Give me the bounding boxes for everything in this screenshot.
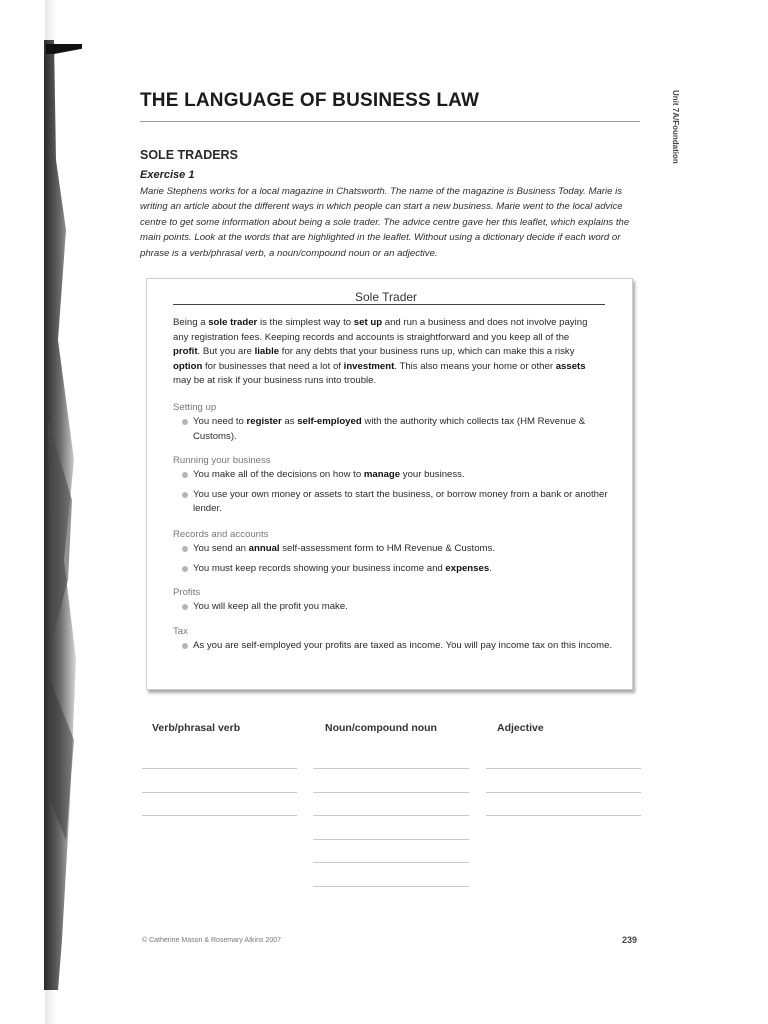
- leaflet-section-heading: Records and accounts: [173, 529, 269, 540]
- leaflet-intro-paragraph: Being a sole trader is the simplest way to set up and run a business and does not involve paying any registration fees. Keeping records and accounts is straightforward and you keep all of the profit. But you are liable for any debts that your business runs up, which can make this a risky option for businesses that need a lot of investment. This also means your home or other assets may be at risk if your business runs into trouble.: [173, 317, 588, 387]
- answer-blank-line[interactable]: [313, 768, 469, 769]
- book-binding-edge: [0, 0, 82, 1024]
- page-number: 239: [622, 935, 638, 945]
- leaflet-bullet-item: You make all of the decisions on how to manage your business.: [173, 468, 613, 483]
- answer-blank-line[interactable]: [142, 768, 297, 769]
- leaflet-section-heading: Tax: [173, 626, 188, 637]
- highlighted-term: register: [246, 416, 282, 427]
- exercise-label: Exercise 1: [140, 169, 195, 181]
- leaflet-bullet-item: You will keep all the profit you make.: [173, 600, 613, 615]
- leaflet-title: Sole Trader: [355, 290, 418, 304]
- column-heading-noun: Noun/compound noun: [325, 722, 437, 734]
- bullet-icon: [182, 566, 188, 572]
- bullet-icon: [182, 643, 188, 649]
- answer-blank-line[interactable]: [142, 815, 297, 816]
- highlighted-term: sole trader: [208, 317, 258, 328]
- leaflet-section: [173, 586, 613, 615]
- column-heading-adjective: Adjective: [497, 722, 544, 734]
- answer-blank-line[interactable]: [313, 815, 469, 816]
- unit-side-tab: [668, 90, 682, 180]
- leaflet-bullet-item: As you are self-employed your profits are taxed as income. You will pay income tax on this income.: [173, 639, 613, 654]
- section-heading: SOLE TRADERS: [140, 148, 238, 162]
- leaflet-section: [173, 625, 613, 654]
- answer-blank-line[interactable]: [313, 839, 469, 840]
- highlighted-term: investment: [343, 360, 395, 372]
- leaflet-bullet-item: You use your own money or assets to start the business, or borrow money from a bank or another lender.: [173, 488, 613, 517]
- answer-blank-line[interactable]: [486, 792, 641, 793]
- leaflet-section: [173, 401, 613, 444]
- highlighted-term: profit: [173, 346, 198, 358]
- sole-trader-leaflet: [146, 278, 633, 690]
- answer-blank-line[interactable]: [486, 815, 641, 816]
- bullet-icon: [182, 472, 188, 478]
- bullet-icon: [182, 546, 188, 552]
- highlighted-term: self-employed: [297, 416, 362, 427]
- title-divider: [140, 121, 640, 122]
- highlighted-term: annual: [248, 543, 280, 554]
- page-title: THE LANGUAGE OF BUSINESS LAW: [140, 90, 480, 111]
- leaflet-bullet-item: You need to register as self-employed with the authority which collects tax (HM Revenue & Customs).: [173, 415, 613, 444]
- leaflet-bullet-item: You send an annual self-assessment form to HM Revenue & Customs.: [173, 542, 613, 557]
- highlighted-term: set up: [353, 317, 383, 328]
- answer-blank-line[interactable]: [313, 886, 469, 887]
- leaflet-section: [173, 528, 613, 576]
- highlighted-term: expenses: [445, 562, 490, 574]
- highlighted-term: liable: [254, 346, 280, 358]
- highlighted-term: option: [173, 360, 203, 372]
- highlighted-term: assets: [555, 360, 586, 372]
- leaflet-title-rule: [173, 304, 605, 305]
- unit-side-tab-label: Unit 7A/Foundation: [671, 90, 680, 164]
- bullet-icon: [182, 492, 188, 498]
- leaflet-section: [173, 454, 613, 517]
- answer-blank-line[interactable]: [142, 792, 297, 793]
- bullet-icon: [182, 604, 188, 610]
- bullet-icon: [182, 419, 188, 425]
- copyright-credit: © Catherine Mason & Rosemary Atkins 2007: [142, 937, 282, 944]
- answer-blank-line[interactable]: [313, 792, 469, 793]
- column-heading-verb: Verb/phrasal verb: [152, 722, 241, 734]
- leaflet-section-heading: Running your business: [173, 455, 271, 466]
- highlighted-term: manage: [363, 469, 401, 480]
- answer-blank-line[interactable]: [313, 862, 469, 863]
- answer-blank-line[interactable]: [486, 768, 641, 769]
- binding-shadow: [44, 40, 78, 990]
- leaflet-section-heading: Profits: [173, 587, 201, 598]
- exercise-instructions: Marie Stephens works for a local magazine in Chatsworth. The name of the magazine is Business Today. Marie is writing an article about the different ways in which people can start a new business. Marie went to the local advice centre to get some information about being a sole trader. The advice centre gave her this leaflet, which explains the main points. Look at the words that are highlighted in the leaflet. Without using a dictionary decide if each word or phrase is a verb/phrasal verb, a noun/compound noun or an adjective.: [140, 186, 630, 259]
- leaflet-bullet-item: You must keep records showing your business income and expenses.: [173, 562, 613, 577]
- leaflet-section-heading: Setting up: [173, 402, 217, 413]
